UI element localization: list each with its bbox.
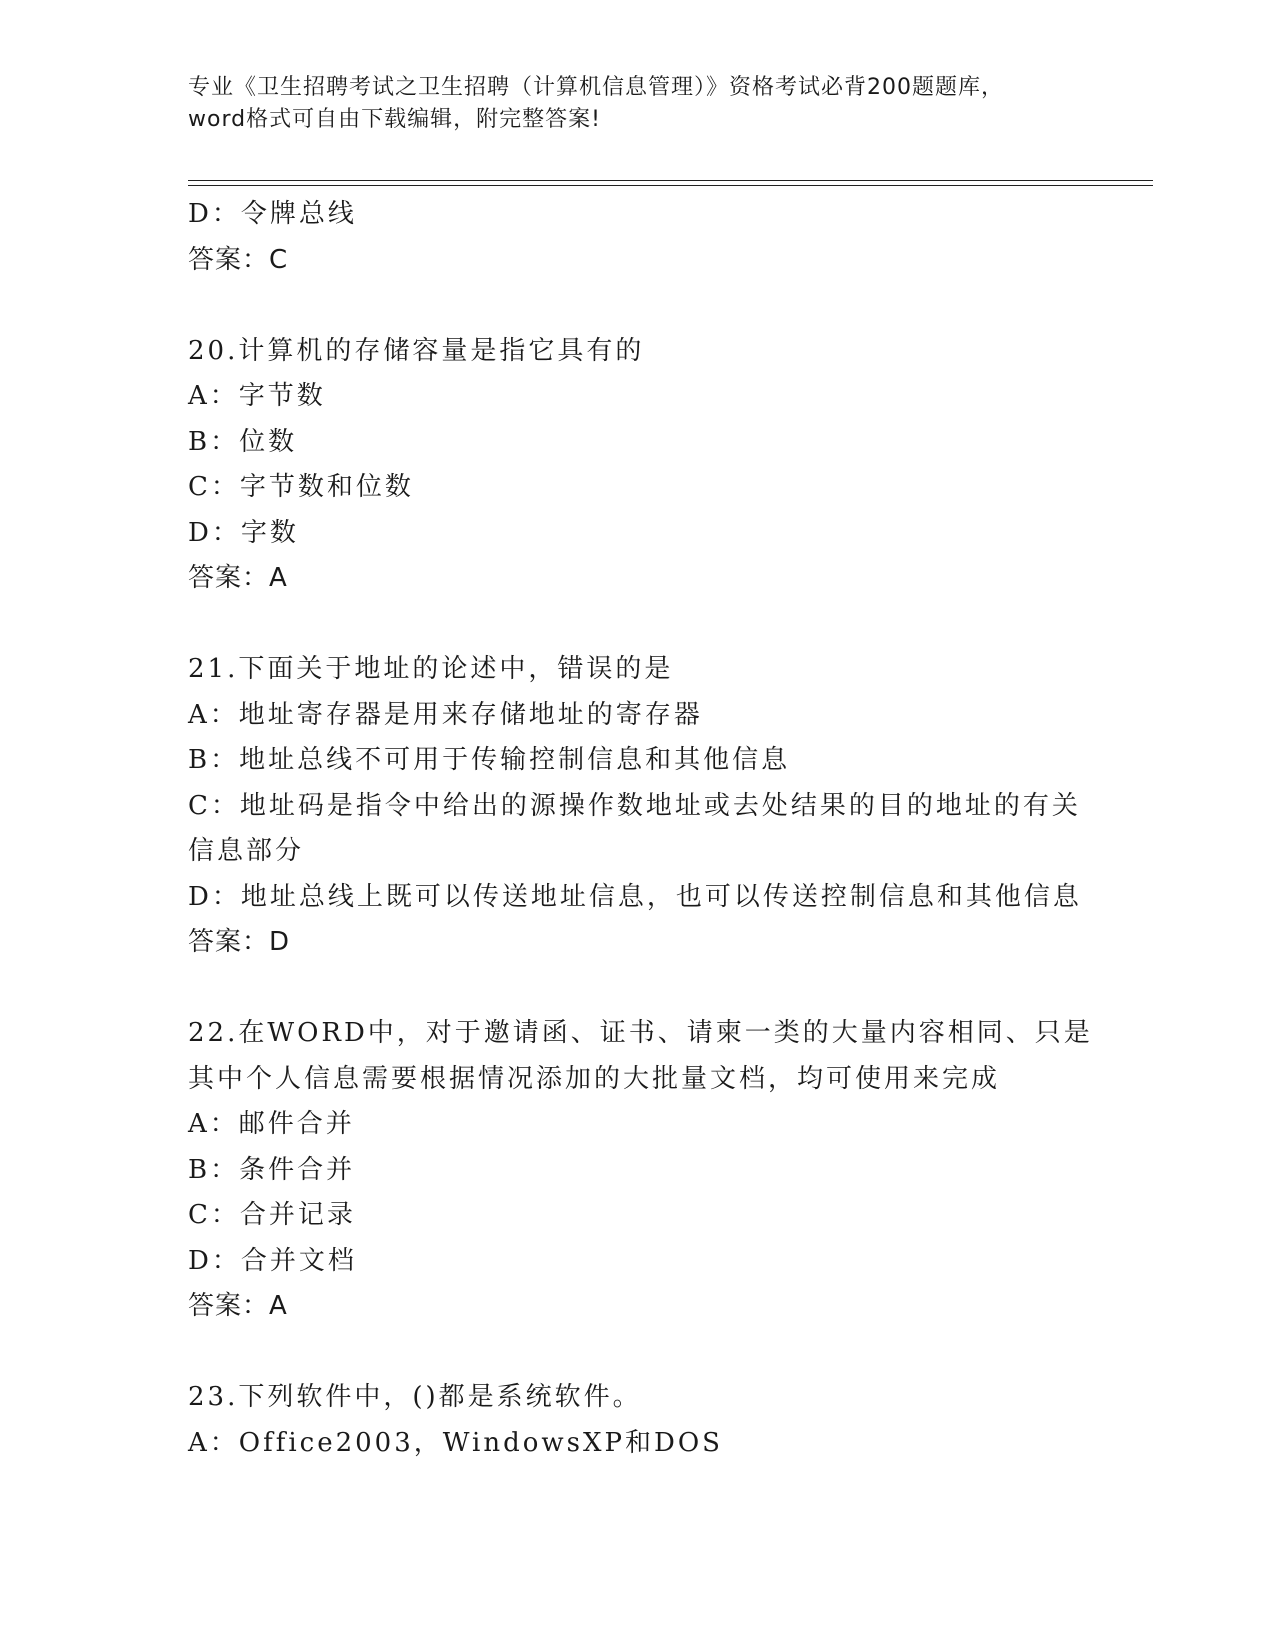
- header-divider-bottom: [188, 185, 1153, 186]
- q22-stem-line1: 22.在WORD中，对于邀请函、证书、请柬一类的大量内容相同、只是: [188, 1018, 1093, 1048]
- q22-stem-line2: 其中个人信息需要根据情况添加的大批量文档，均可使用来完成: [188, 1063, 1001, 1094]
- q23-stem: 23.下列软件中，()都是系统软件。: [188, 1382, 642, 1412]
- q22-option-a: A：邮件合并: [188, 1109, 355, 1139]
- spacer: [188, 966, 1088, 1012]
- q20-option-b: B：位数: [188, 426, 298, 457]
- q19-answer: 答案：C: [188, 244, 289, 275]
- q20-option-c: C：字节数和位数: [188, 472, 414, 502]
- spacer: [188, 283, 1088, 329]
- q21-option-d: D：地址总线上既可以传送地址信息，也可以传送控制信息和其他信息: [188, 881, 1082, 912]
- q22-answer: 答案：A: [188, 1291, 288, 1321]
- q21-option-b: B：地址总线不可用于传输控制信息和其他信息: [188, 745, 791, 775]
- header-divider-top: [188, 180, 1153, 181]
- header-line-2: word格式可自由下载编辑，附完整答案!: [188, 107, 601, 132]
- q22-option-d: D：合并文档: [188, 1245, 357, 1276]
- q21-option-a: A：地址寄存器是用来存储地址的寄存器: [188, 699, 703, 730]
- q21-option-c-line2: 信息部分: [188, 836, 305, 866]
- spacer: [188, 602, 1088, 648]
- spacer: [188, 1330, 1088, 1376]
- q23-option-a: A：Office2003，WindowsXP和DOS: [188, 1427, 723, 1458]
- q20-stem: 20.计算机的存储容量是指它具有的: [188, 335, 645, 366]
- q20-answer: 答案：A: [188, 563, 288, 593]
- q20-option-d: D：字数: [188, 517, 299, 548]
- q21-stem: 21.下面关于地址的论述中，错误的是: [188, 654, 674, 684]
- q21-answer: 答案：D: [188, 927, 291, 957]
- question-list: [188, 192, 1093, 1466]
- header-line-1: 专业《卫生招聘考试之卫生招聘（计算机信息管理）》资格考试必背200题题库，: [188, 75, 1004, 100]
- q20-option-a: A：字节数: [188, 381, 326, 411]
- q22-option-c: C：合并记录: [188, 1200, 356, 1230]
- document-header: [188, 72, 1088, 136]
- q21-option-c-line1: C：地址码是指令中给出的源操作数地址或去处结果的目的地址的有关: [188, 790, 1081, 821]
- q22-option-b: B：条件合并: [188, 1154, 356, 1185]
- q19-option-d: D：令牌总线: [188, 199, 357, 229]
